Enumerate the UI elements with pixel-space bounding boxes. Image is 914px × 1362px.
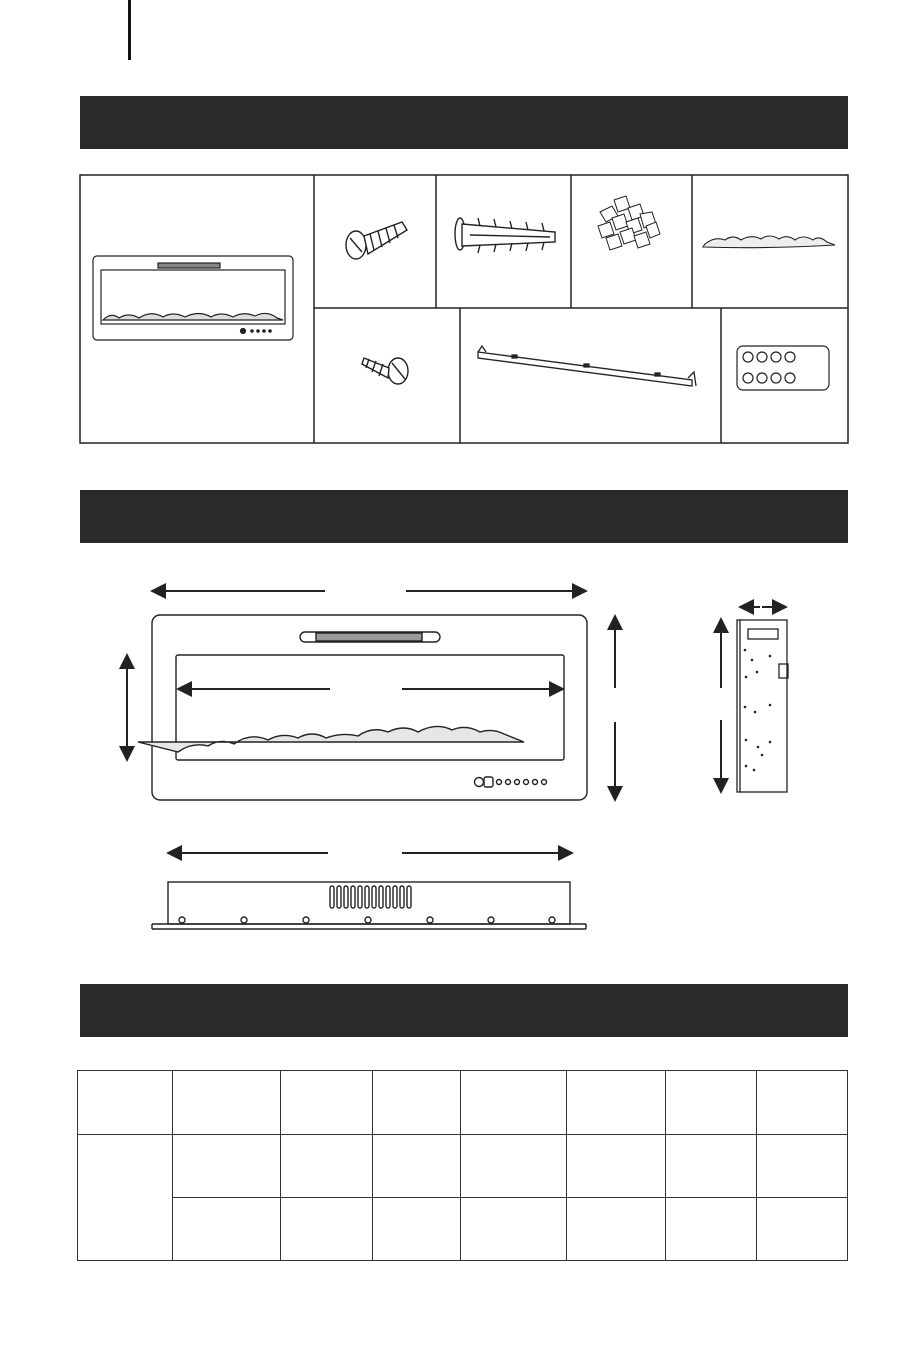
specification-table (77, 1070, 848, 1261)
table-header-cell (173, 1071, 281, 1135)
table-header-cell (461, 1071, 567, 1135)
table-cell (461, 1198, 567, 1261)
front-view (138, 615, 587, 800)
table-header-cell (757, 1071, 848, 1135)
table-header-row (78, 1071, 848, 1135)
table-cell (666, 1198, 757, 1261)
table-header-cell (567, 1071, 666, 1135)
table-cell (757, 1135, 848, 1198)
table-cell (567, 1198, 666, 1261)
control-panel-icon (475, 777, 547, 787)
table-header-cell (78, 1071, 173, 1135)
table-header-cell (281, 1071, 373, 1135)
table-cell (281, 1198, 373, 1261)
table-row (78, 1198, 848, 1261)
table-cell (757, 1198, 848, 1261)
vent-slots (330, 886, 411, 908)
table-header-cell (373, 1071, 461, 1135)
table-cell (373, 1135, 461, 1198)
table-cell (373, 1198, 461, 1261)
model-cell (78, 1135, 173, 1261)
table-cell (281, 1135, 373, 1198)
table-cell (173, 1135, 281, 1198)
table-cell (666, 1135, 757, 1198)
table-cell (461, 1135, 567, 1198)
specifications-section-title (80, 999, 96, 1021)
table-cell (173, 1198, 281, 1261)
table-header-cell (666, 1071, 757, 1135)
specifications-section-header (80, 984, 848, 1037)
top-view (152, 882, 586, 929)
table-row (78, 1135, 848, 1198)
table-cell (567, 1135, 666, 1198)
side-view (737, 620, 788, 792)
